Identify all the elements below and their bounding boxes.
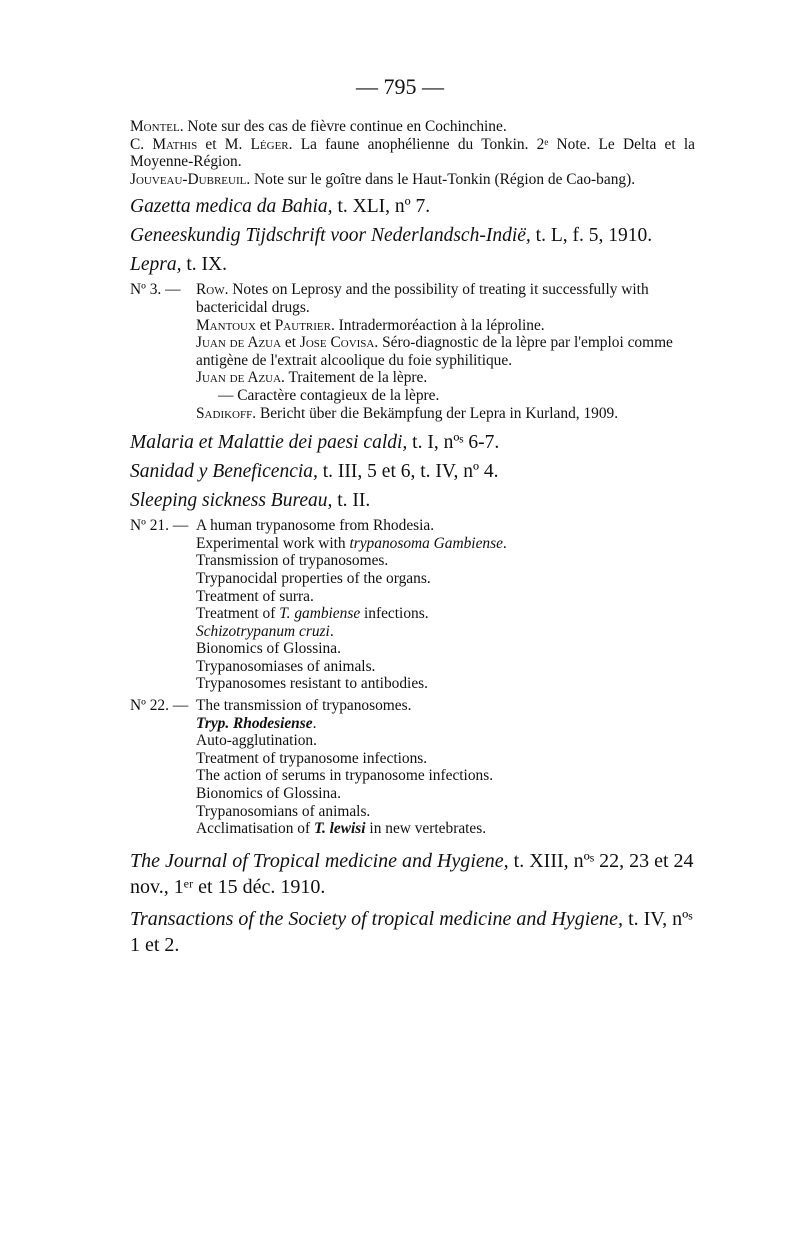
issue-article-list <box>196 281 695 422</box>
journal-heading <box>130 848 695 900</box>
article-author: Juan de Azua <box>196 334 282 352</box>
journal-title: Malaria et Malattie dei paesi caldi, <box>130 432 408 454</box>
journal-title: Lepra, <box>130 254 182 276</box>
article-item: Trypanosomiases of animals. <box>196 657 376 675</box>
article-item: Trypanosomes resistant to antibodies. <box>196 675 428 693</box>
article-text-end: . <box>312 714 317 732</box>
article-text: Acclimatisation of <box>196 820 314 838</box>
article-item <box>196 623 695 641</box>
article-item: The action of serums in trypanosome infections. <box>196 767 494 785</box>
article-item <box>196 820 695 838</box>
journal-heading <box>130 194 695 219</box>
article-species: T. gambiense <box>279 605 361 623</box>
entry-author-2: M. Léger. <box>224 135 293 153</box>
journal-volume: t. XLI, nº 7. <box>332 196 431 218</box>
article-title: Notes on Leprosy and the possibility of treating it successfully with bactericidal drugs. <box>196 281 649 316</box>
article-author-2: Jose Covisa. <box>299 334 379 352</box>
article-text-end: . <box>329 622 334 640</box>
article-text-end: infections. <box>360 605 429 623</box>
article-conjunction: et <box>281 334 300 352</box>
article-item <box>196 405 695 423</box>
entry-text: Note sur le goître dans le Haut-Tonkin (Région de Cao-bang). <box>250 170 636 188</box>
article-title: Traitement de la lèpre. <box>284 369 428 387</box>
article-item <box>196 369 695 387</box>
journal-heading <box>130 459 695 484</box>
article-item <box>196 317 695 335</box>
journal-volume: t. II. <box>332 490 371 512</box>
article-item: Transmission of trypanosomes. <box>196 552 389 570</box>
journal-volume: t. XIII, nºˢ 22, 23 et 24 nov., 1ᵉʳ et 15 déc. 1910. <box>130 849 694 898</box>
article-text-end: . <box>502 534 507 552</box>
article-item <box>196 715 695 733</box>
entry-conjunction: et <box>197 135 225 153</box>
issue-article-list <box>196 517 695 693</box>
issue-block-ssb-22 <box>130 697 695 838</box>
article-item: Treatment of surra. <box>196 587 314 605</box>
article-author-2: Pautrier. <box>274 316 335 334</box>
journal-volume: t. IV, nºˢ 1 et 2. <box>130 907 693 956</box>
journal-heading <box>130 906 695 958</box>
article-text: Treatment of <box>196 605 280 623</box>
entry-montel <box>130 118 695 136</box>
journal-title: The Journal of Tropical medicine and Hygiene, <box>130 849 509 872</box>
journal-title: Sanidad y Beneficencia, <box>130 461 318 483</box>
article-author: Mantoux <box>196 316 256 334</box>
document-body <box>130 118 695 962</box>
article-item: The transmission of trypanosomes. <box>196 697 412 715</box>
journal-volume: t. III, 5 et 6, t. IV, nº 4. <box>317 461 499 483</box>
issue-number-label: Nº 22. — <box>130 697 189 715</box>
article-item <box>196 334 695 369</box>
article-title: Séro-diagnostic de la lèpre par l'emploi comme antigène de l'extrait alcoolique du foie syphilitique. <box>196 334 673 369</box>
article-item: Trypanosomians of animals. <box>196 802 371 820</box>
issue-block-lepra-3 <box>130 281 695 422</box>
journal-heading <box>130 430 695 455</box>
article-item: Trypanocidal properties of the organs. <box>196 569 431 587</box>
article-item: A human trypanosome from Rhodesia. <box>196 517 435 535</box>
issue-number-label: Nº 21. — <box>130 517 189 535</box>
entry-jouveau-dubreuil <box>130 171 695 189</box>
article-item <box>196 387 695 405</box>
journal-title: Gazetta medica da Bahia, <box>130 196 333 218</box>
journal-heading <box>130 488 695 513</box>
article-item: Bionomics of Glossina. <box>196 785 341 803</box>
article-species: Tryp. Rhodesiense <box>196 714 313 732</box>
page-number: — 795 — <box>356 74 444 99</box>
article-species: trypanosoma Gambiense <box>349 534 503 552</box>
article-text: Experimental work with <box>196 534 350 552</box>
journal-title: Geneeskundig Tijdschrift voor Nederlandsch-Indië, <box>130 225 531 247</box>
article-item: Treatment of trypanosome infections. <box>196 749 428 767</box>
journal-volume: t. IX. <box>181 254 227 276</box>
article-item <box>196 535 695 553</box>
entry-text: La faune anophélienne du Tonkin. 2ᵉ Note. Le Delta et la Moyenne-Région. <box>130 135 695 171</box>
article-author: Juan de Azua. <box>196 369 285 387</box>
article-item: Bionomics of Glossina. <box>196 640 341 658</box>
entry-author: C. Mathis <box>130 135 198 153</box>
article-author: Row. <box>196 281 229 299</box>
issue-block-ssb-21 <box>130 517 695 693</box>
journal-title: Transactions of the Society of tropical medicine and Hygiene, <box>130 907 624 930</box>
entry-author: Jouveau-Dubreuil. <box>130 170 251 188</box>
article-item: Auto-agglutination. <box>196 732 317 750</box>
issue-number-label: Nº 3. — <box>130 281 181 299</box>
article-title: Bericht über die Bekämpfung der Lepra in Kurland, 1909. <box>256 404 619 422</box>
journal-volume: t. I, nºˢ 6-7. <box>407 432 500 454</box>
article-item <box>196 605 695 623</box>
article-species: T. lewisi <box>313 820 366 838</box>
article-item <box>196 281 695 316</box>
entry-mathis-leger <box>130 136 695 171</box>
journal-heading <box>130 252 695 277</box>
article-title: Intradermoréaction à la léproline. <box>334 316 545 334</box>
article-conjunction: et <box>255 316 275 334</box>
article-text-end: in new vertebrates. <box>365 820 487 838</box>
issue-article-list <box>196 697 695 838</box>
article-title: — Caractère contagieux de la lèpre. <box>218 386 440 404</box>
journal-title: Sleeping sickness Bureau, <box>130 490 333 512</box>
entry-text: Note sur des cas de fièvre continue en Cochinchine. <box>183 118 507 135</box>
journal-heading <box>130 223 695 248</box>
article-species: Schizotrypanum cruzi <box>196 622 330 640</box>
journal-volume: t. L, f. 5, 1910. <box>530 225 653 247</box>
entry-author: Montel. <box>130 118 184 135</box>
article-author: Sadikoff. <box>196 404 257 422</box>
